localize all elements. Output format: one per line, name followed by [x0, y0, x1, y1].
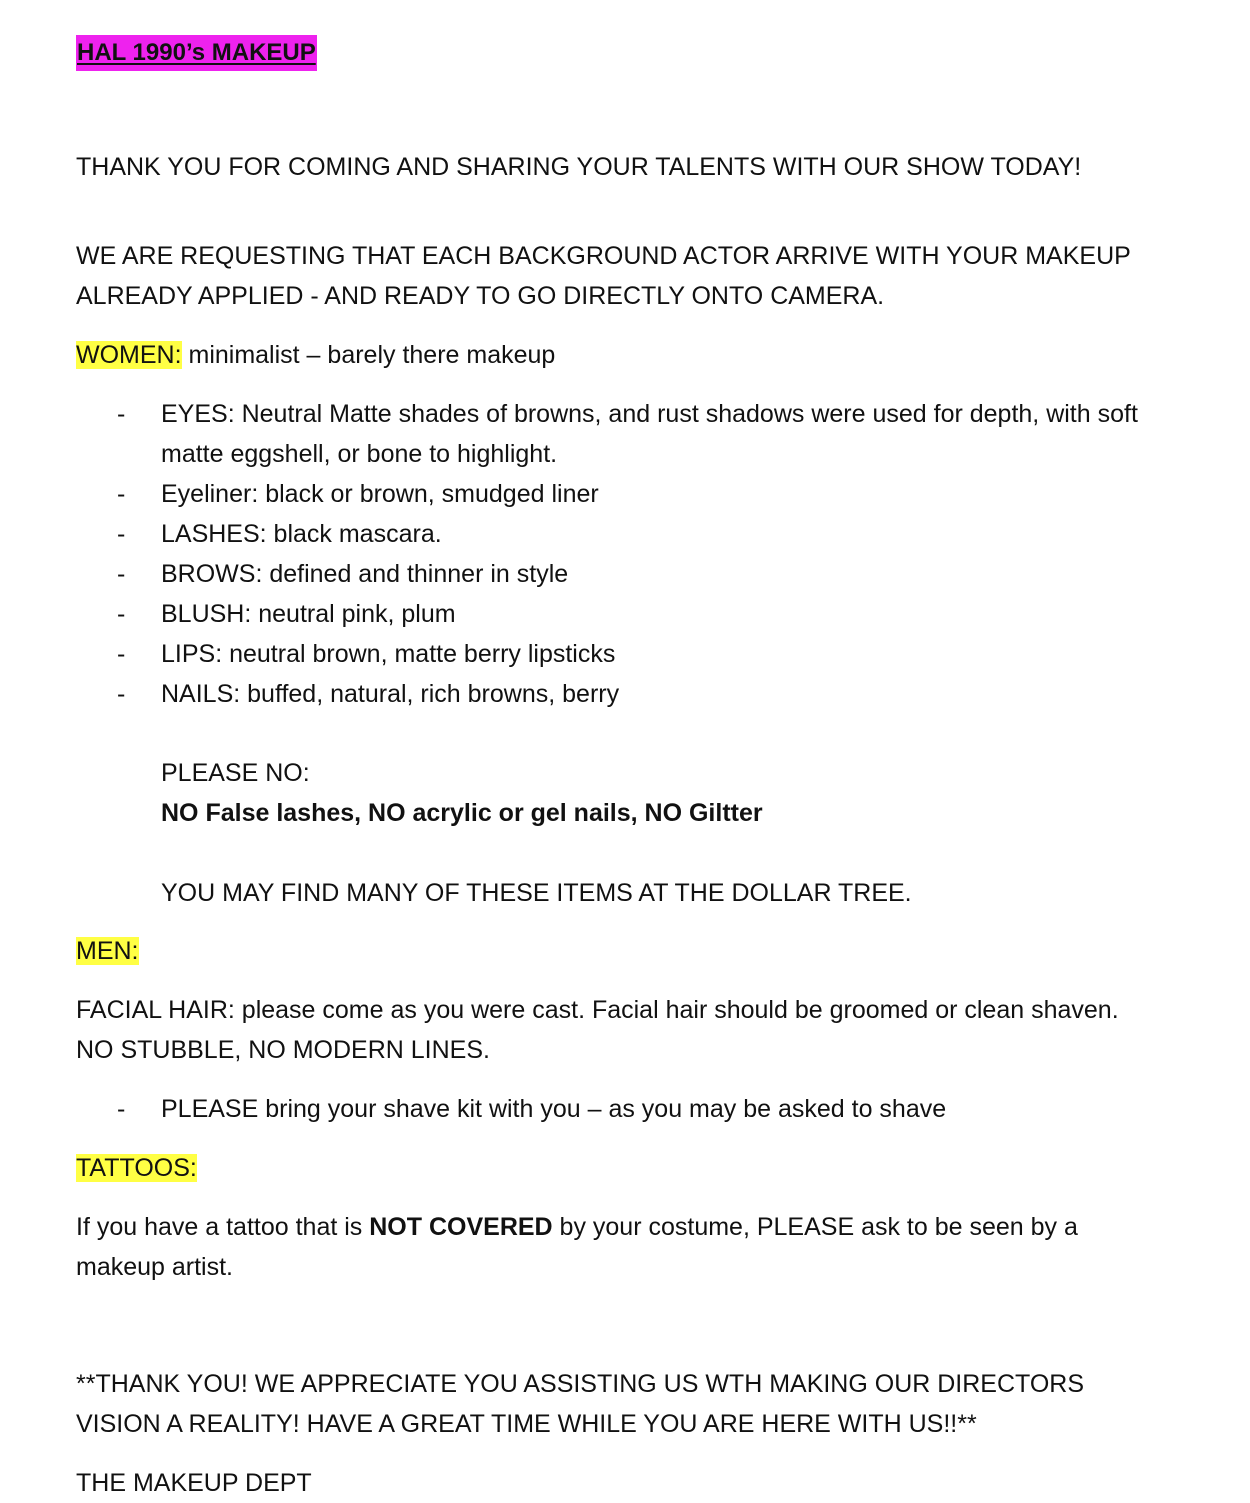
intro-request: WE ARE REQUESTING THAT EACH BACKGROUND ACTOR ARRIVE WITH YOUR MAKEUP ALREADY APPLIED - AND READY TO GO DIRECTLY ONTO CAMERA.	[76, 242, 1131, 310]
list-item	[76, 554, 1186, 594]
tattoos-text-after: by your costume, PLEASE ask to be seen by a makeup artist.	[76, 1213, 1078, 1281]
list-item-label: LIPS: neutral brown, matte berry lipsticks	[161, 640, 616, 668]
list-item-label: EYES: Neutral Matte shades of browns, and rust shadows were used for depth, with soft matte eggshell, or bone to highlight.	[161, 400, 1138, 468]
men-facial-hair: FACIAL HAIR: please come as you were cast. Facial hair should be groomed or clean shaven. NO STUBBLE, NO MODERN LINES.	[76, 996, 1119, 1064]
list-item	[76, 394, 1186, 474]
tattoos-text-bold: NOT COVERED	[369, 1213, 553, 1241]
tattoos-heading: TATTOOS:	[76, 1154, 197, 1182]
list-item-label: NAILS: buffed, natural, rich browns, berry	[161, 680, 620, 708]
tattoos-heading-line	[76, 1148, 197, 1188]
please-no-label: PLEASE NO:	[161, 759, 310, 787]
women-makeup-list	[76, 394, 1186, 714]
signature: THE MAKEUP DEPT	[76, 1469, 312, 1497]
intro-thanks: THANK YOU FOR COMING AND SHARING YOUR TALENTS WITH OUR SHOW TODAY!	[76, 153, 1082, 181]
list-item	[76, 674, 1186, 714]
men-list	[76, 1089, 1186, 1129]
list-item-label: Eyeliner: black or brown, smudged liner	[161, 480, 599, 508]
closing-thanks: **THANK YOU! WE APPRECIATE YOU ASSISTING US WTH MAKING OUR DIRECTORS VISION A REALITY! HAVE A GREAT TIME WHILE YOU ARE HERE WITH US!!**	[76, 1370, 1085, 1438]
women-heading-line	[76, 335, 1186, 375]
women-heading: WOMEN:	[76, 341, 182, 369]
please-no-items: NO False lashes, NO acrylic or gel nails, NO Giltter	[161, 799, 763, 827]
dash-bullet: -	[117, 520, 126, 548]
dash-bullet: -	[117, 480, 126, 508]
men-heading-line	[76, 931, 139, 971]
men-heading: MEN:	[76, 937, 139, 965]
list-item	[76, 474, 1186, 514]
document-title: HAL 1990’s MAKEUP	[76, 35, 317, 71]
dash-bullet: -	[117, 600, 126, 628]
list-item	[76, 594, 1186, 634]
women-subheading: minimalist – barely there makeup	[181, 341, 556, 369]
list-item-label: BLUSH: neutral pink, plum	[161, 600, 456, 628]
list-item-label: BROWS: defined and thinner in style	[161, 560, 569, 588]
dollar-tree-note: YOU MAY FIND MANY OF THESE ITEMS AT THE DOLLAR TREE.	[161, 879, 912, 907]
tattoos-text-before: If you have a tattoo that is	[76, 1213, 370, 1241]
dash-bullet: -	[117, 1095, 126, 1123]
list-item	[76, 1089, 1186, 1129]
dash-bullet: -	[117, 400, 126, 428]
dash-bullet: -	[117, 680, 126, 708]
list-item-label: PLEASE bring your shave kit with you – as you may be asked to shave	[161, 1095, 947, 1123]
tattoos-text	[76, 1207, 1146, 1287]
list-item-label: LASHES: black mascara.	[161, 520, 442, 548]
list-item	[76, 634, 1186, 674]
dash-bullet: -	[117, 640, 126, 668]
dash-bullet: -	[117, 560, 126, 588]
list-item	[76, 514, 1186, 554]
